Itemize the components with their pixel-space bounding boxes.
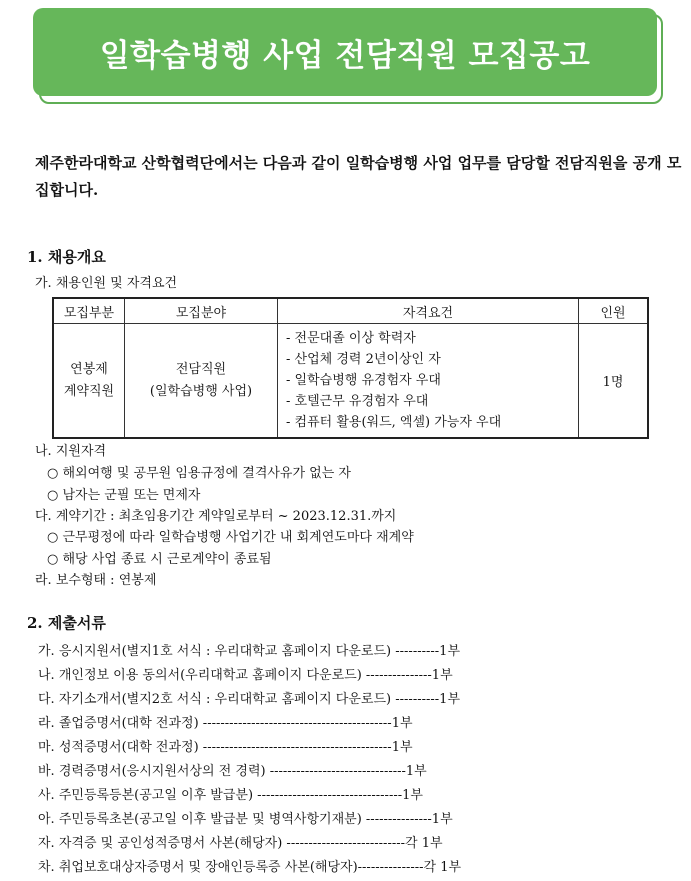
document-item: 사. 주민등록등본(공고일 이후 발급분) ---------------------------------1부: [38, 788, 423, 803]
section1-heading: 1. 채용개요: [27, 248, 106, 266]
header-division: 모집부분: [53, 298, 125, 324]
cell-division: [53, 324, 125, 439]
qual-item: - 산업체 경력 2년이상인 자: [286, 352, 441, 367]
document-item: 라. 졸업증명서(대학 전과정) -------------------------------------------1부: [38, 716, 413, 731]
table-row: [53, 324, 648, 439]
header-quals: 자격요건: [278, 298, 579, 324]
section2-heading: 2. 제출서류: [27, 614, 106, 632]
na-bullet-1: ○ 해외여행 및 공무원 임용규정에 결격사유가 없는 자: [47, 466, 351, 481]
document-item: 가. 응시지원서(별지1호 서식 : 우리대학교 홈페이지 다운로드) ----------1부: [38, 644, 461, 659]
field-line-2: (일학습병행 사업): [149, 383, 253, 399]
da-bullet-2: ○ 해당 사업 종료 시 근로계약이 종료됨: [47, 552, 272, 567]
document-item: 바. 경력증명서(응시지원서상의 전 경력) -------------------------------1부: [38, 764, 427, 779]
qual-item: - 호텔근무 유경험자 우대: [286, 394, 429, 409]
document-item: 마. 성적증명서(대학 전과정) -------------------------------------------1부: [38, 740, 413, 755]
cell-quals: [278, 324, 579, 439]
qual-item: - 일학습병행 유경험자 우대: [286, 373, 441, 388]
requirements-table: [52, 297, 649, 439]
division-line-2: 계약직원: [63, 383, 115, 399]
division-line-1: 연봉제: [70, 361, 108, 377]
da-bullet-1: ○ 근무평정에 따라 일학습병행 사업기간 내 회계연도마다 재계약: [47, 530, 414, 545]
cell-count: 1명: [579, 324, 649, 439]
document-item: 나. 개인정보 이용 동의서(우리대학교 홈페이지 다운로드) ---------------1부: [38, 668, 453, 683]
title-banner: [33, 8, 663, 104]
item-ga: 가. 채용인원 및 자격요건: [35, 276, 178, 291]
document-item: 아. 주민등록초본(공고일 이후 발급분 및 병역사항기재분) ---------------1부: [38, 812, 453, 827]
item-ra: 라. 보수형태 : 연봉제: [35, 573, 157, 588]
na-bullet-2: ○ 남자는 군필 또는 면제자: [47, 488, 201, 503]
banner-box: [33, 8, 657, 96]
document-item: 자. 자격증 및 공인성적증명서 사본(해당자) ---------------------------각 1부: [38, 836, 443, 851]
qual-item: - 컴퓨터 활용(워드, 엑셀) 가능자 우대: [286, 415, 502, 430]
item-da: 다. 계약기간 : 최초임용기간 계약일로부터 ~ 2023.12.31.까지: [35, 509, 397, 524]
header-field: 모집분야: [125, 298, 278, 324]
document-item: 다. 자기소개서(별지2호 서식 : 우리대학교 홈페이지 다운로드) ----------1부: [38, 692, 461, 707]
qual-item: - 전문대졸 이상 학력자: [286, 331, 416, 346]
item-na: 나. 지원자격: [35, 444, 107, 459]
header-count: 인원: [579, 298, 649, 324]
intro-paragraph: 제주한라대학교 산학협력단에서는 다음과 같이 일학습병행 사업 업무를 담당할 전담직원을 공개 모집합니다.: [35, 154, 682, 199]
field-line-1: 전담직원: [175, 361, 227, 377]
table-header-row: [53, 298, 648, 324]
cell-field: [125, 324, 278, 439]
page-title: 일학습병행 사업 전담직원 모집공고: [99, 37, 591, 74]
document-item: 차. 취업보호대상자증명서 및 장애인등록증 사본(해당자)---------------각 1부: [38, 860, 462, 875]
